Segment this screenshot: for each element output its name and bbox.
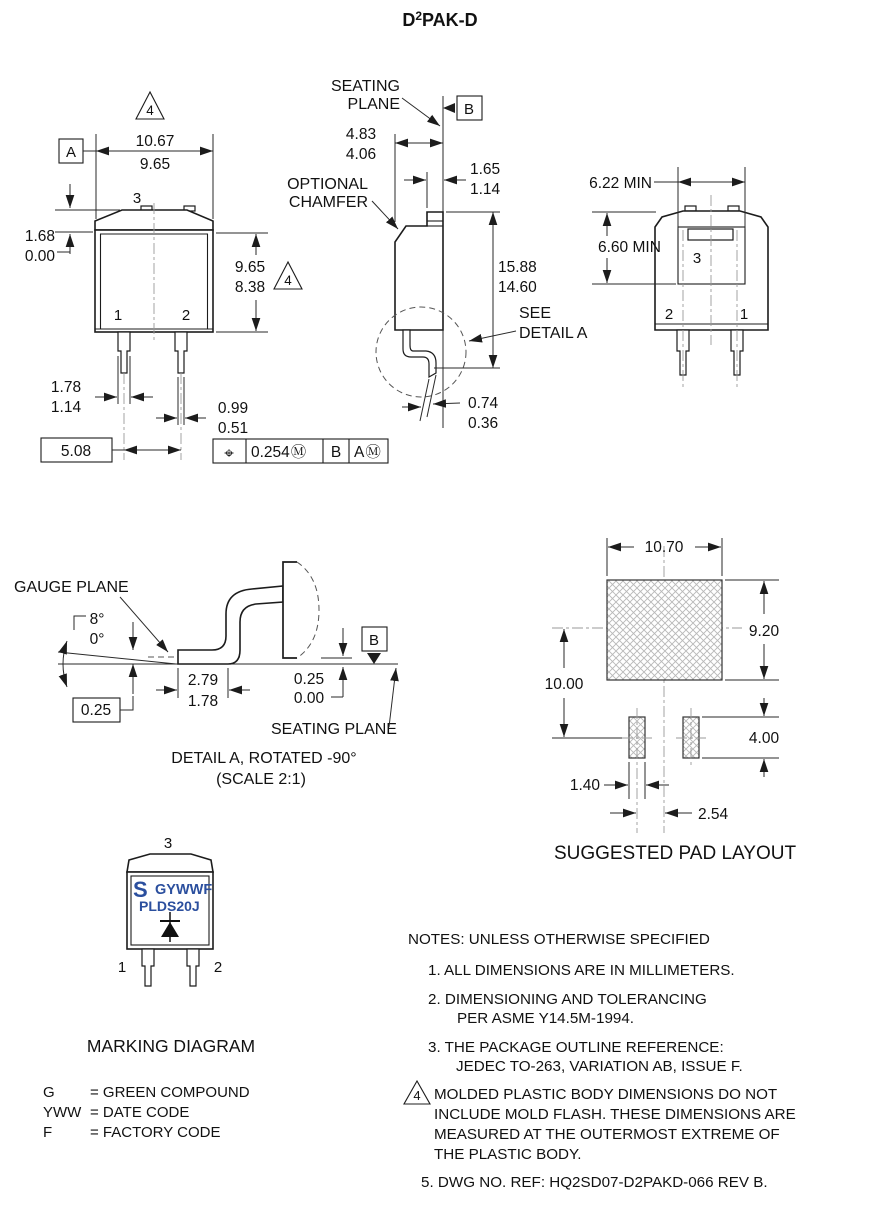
note-2: PER ASME Y14.5M-1994. xyxy=(457,1010,634,1027)
lead-1 xyxy=(142,949,154,986)
dim-pad-height: 9.20 xyxy=(748,623,780,640)
lead-2 xyxy=(175,332,187,373)
tsc-logo: S xyxy=(133,877,148,902)
note-4: INCLUDE MOLD FLASH. THESE DIMENSIONS ARE xyxy=(434,1106,796,1123)
side-view xyxy=(287,78,588,432)
dim-lead-tip-width-max: 0.99 xyxy=(217,400,249,417)
lead-bend xyxy=(403,330,436,377)
dim-lead-width-min: 1.14 xyxy=(50,399,82,416)
marking-legend xyxy=(43,1084,250,1141)
pad-layout-caption: SUGGESTED PAD LAYOUT xyxy=(553,843,797,864)
front-view xyxy=(25,92,388,463)
back-view xyxy=(589,167,768,388)
dim-body-width-max: 10.67 xyxy=(135,133,175,150)
legend-key: YWW xyxy=(43,1104,82,1121)
dim-foot-length-min: 1.78 xyxy=(187,693,219,710)
dim-depth-min: 4.06 xyxy=(345,146,377,163)
dim-tab-thickness-max: 1.65 xyxy=(470,161,501,178)
fcf-datum-primary: B xyxy=(330,444,342,461)
lead-detail xyxy=(178,586,283,664)
pin1-label: 1 xyxy=(117,959,127,976)
gauge-plane-label: GAUGE PLANE xyxy=(14,579,129,596)
datum-b-label: B xyxy=(368,632,380,649)
dim-lead-tip-width-min: 0.51 xyxy=(217,420,249,437)
pin2-label: 2 xyxy=(181,307,191,324)
note-flag-4: 4 xyxy=(146,103,154,118)
seating-plane-label: PLANE xyxy=(347,96,400,113)
see-detail-label: SEE xyxy=(519,305,552,322)
dim-total-length-max: 15.88 xyxy=(498,259,537,276)
pin3-label: 3 xyxy=(132,190,142,207)
seating-plane-label: SEATING PLANE xyxy=(271,721,397,738)
dim-lead-pad-width: 1.40 xyxy=(569,777,600,794)
dim-pitch: 2.54 xyxy=(698,806,729,823)
pin2-label: 2 xyxy=(213,959,223,976)
note-4: MEASURED AT THE OUTERMOST EXTREME OF xyxy=(434,1126,780,1143)
lead-1 xyxy=(118,332,130,373)
dim-pad-width: 10.70 xyxy=(644,539,684,556)
datum-b-label: B xyxy=(463,101,475,118)
position-symbol: ⌖ xyxy=(224,444,234,463)
notes-header: NOTES: UNLESS OTHERWISE SPECIFIED xyxy=(408,931,710,948)
optional-chamfer-label: CHAMFER xyxy=(288,194,368,211)
legend-key: F xyxy=(43,1124,53,1141)
dim-cavity-height: 6.60 MIN xyxy=(598,239,661,256)
fcf-tolerance: 0.254Ⓜ xyxy=(251,444,307,461)
legend-value: = GREEN COMPOUND xyxy=(90,1084,250,1101)
dim-lead-thickness-max: 0.74 xyxy=(468,395,499,412)
marking-code-line1: GYWWF xyxy=(155,882,213,898)
dim-lead-pad-height: 4.00 xyxy=(748,730,780,747)
package-body-side xyxy=(395,212,443,330)
notes-section xyxy=(404,931,796,1191)
legend-value: = FACTORY CODE xyxy=(90,1124,221,1141)
pin3-label: 3 xyxy=(692,250,702,267)
note-3: JEDEC TO-263, VARIATION AB, ISSUE F. xyxy=(456,1058,743,1075)
pin1-label: 1 xyxy=(113,307,123,324)
dim-lead-thickness-min: 0.36 xyxy=(468,415,499,432)
detail-a-caption: DETAIL A, ROTATED -90° xyxy=(171,750,357,767)
optional-chamfer-label: OPTIONAL xyxy=(287,176,368,193)
dim-angle-min: 0° xyxy=(89,631,105,648)
page-title: $D^2PAK-D$ xyxy=(402,9,478,30)
dim-total-length-min: 14.60 xyxy=(498,279,537,296)
marking-diagram-caption: MARKING DIAGRAM xyxy=(86,1036,256,1056)
dim-tab-thickness-min: 1.14 xyxy=(470,181,501,198)
dim-depth-max: 4.83 xyxy=(345,126,377,143)
seating-plane-label: SEATING xyxy=(330,78,400,95)
thermal-pad xyxy=(607,580,722,680)
dim-vertical-extent: 10.00 xyxy=(544,676,584,693)
note-3: 3. THE PACKAGE OUTLINE REFERENCE: xyxy=(428,1039,724,1056)
dim-gauge-offset: 0.25 xyxy=(80,702,112,719)
dim-foot-length-max: 2.79 xyxy=(187,672,219,689)
tab-slot xyxy=(688,229,733,240)
fcf-datum-secondary: AⓂ xyxy=(354,444,381,461)
dim-body-width-min: 9.65 xyxy=(139,156,171,173)
dim-tab-width: 6.22 MIN xyxy=(589,175,652,192)
datum-a-label: A xyxy=(65,144,77,161)
front-view-geometry xyxy=(95,203,213,460)
detail-a-view xyxy=(14,562,398,788)
package-tab xyxy=(127,854,213,872)
legend-key: G xyxy=(43,1084,55,1101)
see-detail-label: DETAIL A xyxy=(519,325,588,342)
dim-standoff-max: 0.25 xyxy=(293,671,325,688)
dim-angle-max: 8° xyxy=(89,611,105,628)
dim-tab-height-max: 1.68 xyxy=(24,228,55,245)
legend-value: = DATE CODE xyxy=(90,1104,190,1121)
datum-b-arrow xyxy=(443,103,455,113)
note-flag-4: 4 xyxy=(413,1088,421,1103)
pad-layout xyxy=(545,538,797,864)
dim-body-height-max: 9.65 xyxy=(234,259,266,276)
pin2-label: 2 xyxy=(664,306,674,323)
lead-2 xyxy=(187,949,199,986)
note-4: THE PLASTIC BODY. xyxy=(434,1146,582,1163)
dim-body-height-min: 8.38 xyxy=(234,279,266,296)
pin1-label: 1 xyxy=(739,306,749,323)
note-2: 2. DIMENSIONING AND TOLERANCING xyxy=(428,991,707,1008)
feature-control-frame xyxy=(213,439,388,463)
dim-standoff-min: 0.00 xyxy=(293,690,325,707)
note-flag-4: 4 xyxy=(284,273,292,288)
datum-b-arrow xyxy=(367,653,381,664)
dim-tab-height-min: 0.00 xyxy=(24,248,55,265)
note-1: 1. ALL DIMENSIONS ARE IN MILLIMETERS. xyxy=(428,962,735,979)
pin3-label: 3 xyxy=(163,835,173,852)
note-5: 5. DWG NO. REF: HQ2SD07-D2PAKD-066 REV B. xyxy=(421,1174,768,1191)
note-4: MOLDED PLASTIC BODY DIMENSIONS DO NOT xyxy=(434,1086,778,1103)
detail-a-scale: (SCALE 2:1) xyxy=(216,771,306,788)
marking-diagram xyxy=(43,835,255,1141)
marking-code-line2: PLDS20J xyxy=(139,898,200,914)
dim-lead-pitch: 5.08 xyxy=(60,443,92,460)
dim-lead-width-max: 1.78 xyxy=(50,379,82,396)
